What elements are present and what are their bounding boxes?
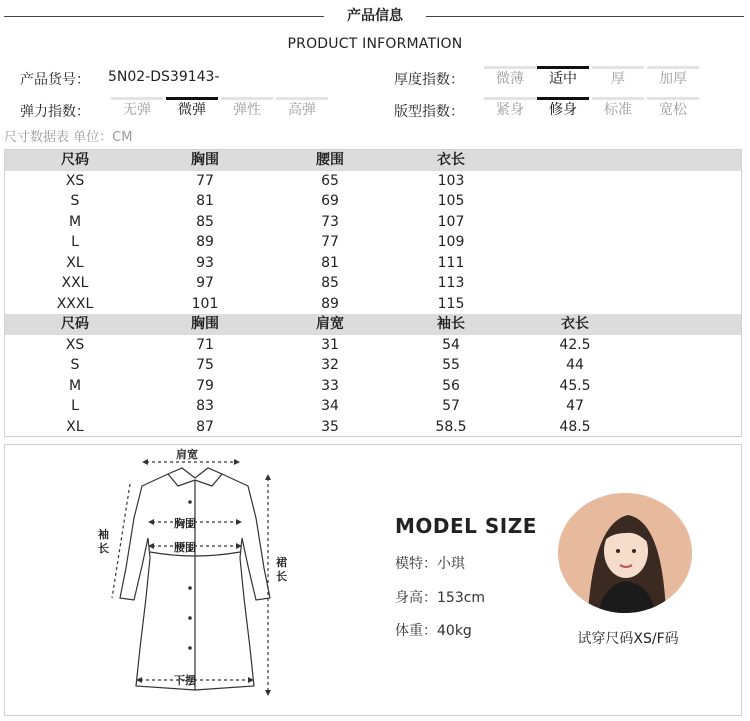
model-photo: [558, 493, 692, 613]
table-cell: 101: [191, 295, 219, 312]
section-title-cn: 产品信息: [347, 8, 403, 24]
table-cell: XL: [66, 418, 84, 435]
table-row: [5, 232, 741, 253]
table-row: [5, 396, 741, 417]
table-cell: L: [71, 234, 79, 250]
table-cell: 32: [321, 357, 339, 373]
table-cell: XXL: [61, 275, 89, 291]
label-skirt-2: 长: [276, 570, 287, 583]
size-table: [4, 149, 742, 437]
table-row: [5, 355, 741, 376]
table-cell: 89: [321, 295, 339, 312]
table1-header-waist: 腰围: [316, 152, 344, 168]
section-title-en: PRODUCT INFORMATION: [287, 36, 463, 52]
table-cell: 87: [196, 418, 214, 435]
table-cell: 54: [442, 336, 460, 353]
dress-measurement-diagram: [90, 448, 300, 708]
table-cell: 34: [321, 398, 339, 414]
label-chest: 胸围: [174, 517, 196, 530]
table-cell: XS: [65, 172, 85, 189]
table-row: [5, 273, 741, 294]
thickness-option-extra-thick: 加厚: [647, 66, 699, 90]
table-cell: 77: [196, 172, 214, 189]
elasticity-option-elastic: 弹性: [221, 97, 273, 121]
fit-option-standard: 标准: [592, 97, 644, 121]
table-cell: 107: [437, 213, 465, 230]
table-cell: 56: [442, 377, 460, 394]
model-try-size-caption: 试穿尺码XS/F码: [577, 631, 679, 647]
table-cell: 103: [437, 172, 465, 189]
table-row: [5, 253, 741, 274]
product-code-label: 产品货号：: [20, 72, 90, 88]
label-sleeve-1: 袖: [98, 528, 109, 541]
model-height: 身高：153cm: [395, 590, 486, 606]
table-cell: 71: [196, 336, 214, 353]
table-cell: M: [68, 213, 82, 230]
table-cell: S: [70, 357, 80, 373]
table-cell: 79: [196, 377, 214, 394]
table-cell: 85: [196, 213, 214, 230]
table2-header-size: 尺码: [61, 316, 89, 332]
label-hem: 下摆: [174, 674, 196, 687]
table1-header-row: [5, 150, 741, 171]
table-cell: XS: [65, 336, 85, 353]
table-cell: 45.5: [559, 377, 591, 394]
thickness-option-thick: 厚: [592, 66, 644, 90]
table-cell: XXXL: [56, 295, 94, 312]
label-waist: 腰围: [174, 541, 196, 554]
table-row: [5, 294, 741, 315]
table-cell: 81: [321, 254, 339, 271]
label-sleeve-2: 长: [98, 542, 109, 555]
size-table-note: 尺寸数据表 单位：CM: [4, 130, 133, 145]
model-name: 模特：小琪: [395, 556, 465, 572]
fit-label: 版型指数：: [394, 104, 464, 120]
table-row: [5, 171, 741, 192]
label-shoulder: 肩宽: [176, 448, 198, 461]
table-cell: 55: [442, 357, 460, 373]
table-cell: 48.5: [559, 418, 591, 435]
model-size-title: MODEL SIZE: [395, 514, 537, 538]
table-cell: 89: [196, 234, 214, 250]
elasticity-option-slight: 微弹: [166, 97, 218, 121]
table1-header-chest: 胸围: [191, 152, 219, 168]
table-cell: XL: [66, 254, 84, 271]
table-cell: 42.5: [559, 336, 591, 353]
elasticity-option-none: 无弹: [111, 97, 163, 121]
table-cell: 65: [321, 172, 339, 189]
table-cell: 115: [437, 295, 465, 312]
thickness-option-medium: 适中: [537, 66, 589, 90]
table-cell: 57: [442, 398, 460, 414]
elasticity-label: 弹力指数：: [20, 104, 90, 120]
table-cell: 69: [321, 193, 339, 209]
thickness-option-thin: 微薄: [484, 66, 536, 90]
table-cell: 93: [196, 254, 214, 271]
table-cell: 83: [196, 398, 214, 414]
table-cell: 81: [196, 193, 214, 209]
model-weight: 体重：40kg: [395, 623, 472, 639]
table1-header-length: 衣长: [437, 152, 465, 168]
fit-option-loose: 宽松: [647, 97, 699, 121]
table2-header-chest: 胸围: [191, 316, 219, 332]
table2-header-row: [5, 314, 741, 335]
table-row: [5, 417, 741, 438]
table-cell: 33: [321, 377, 339, 394]
table-cell: M: [68, 377, 82, 394]
table-cell: 111: [437, 254, 465, 271]
fit-option-slim: 修身: [537, 97, 589, 121]
table2-header-shoulder: 肩宽: [316, 316, 344, 332]
thickness-label: 厚度指数：: [394, 72, 464, 88]
label-skirt-1: 裙: [276, 556, 287, 569]
table-cell: 75: [196, 357, 214, 373]
table2-header-sleeve: 袖长: [437, 316, 465, 332]
fit-option-tight: 紧身: [484, 97, 536, 121]
table-cell: S: [70, 193, 80, 209]
table2-header-length: 衣长: [561, 316, 589, 332]
product-code-value: 5N02-DS39143-: [108, 69, 220, 85]
table-row: [5, 212, 741, 233]
table-cell: 85: [321, 275, 339, 291]
table-cell: 58.5: [435, 418, 467, 435]
table-cell: 44: [566, 357, 584, 373]
table-cell: 97: [196, 275, 214, 291]
elasticity-option-high: 高弹: [276, 97, 328, 121]
table-cell: 105: [437, 193, 465, 209]
table-cell: 113: [437, 275, 465, 291]
table-row: [5, 376, 741, 397]
table-cell: L: [71, 398, 79, 414]
table-cell: 73: [321, 213, 339, 230]
table-cell: 77: [321, 234, 339, 250]
table-row: [5, 191, 741, 212]
table-cell: 35: [321, 418, 339, 435]
table-cell: 109: [437, 234, 465, 250]
table-cell: 47: [566, 398, 584, 414]
table1-header-size: 尺码: [61, 152, 89, 168]
table-cell: 31: [321, 336, 339, 353]
table-row: [5, 335, 741, 356]
